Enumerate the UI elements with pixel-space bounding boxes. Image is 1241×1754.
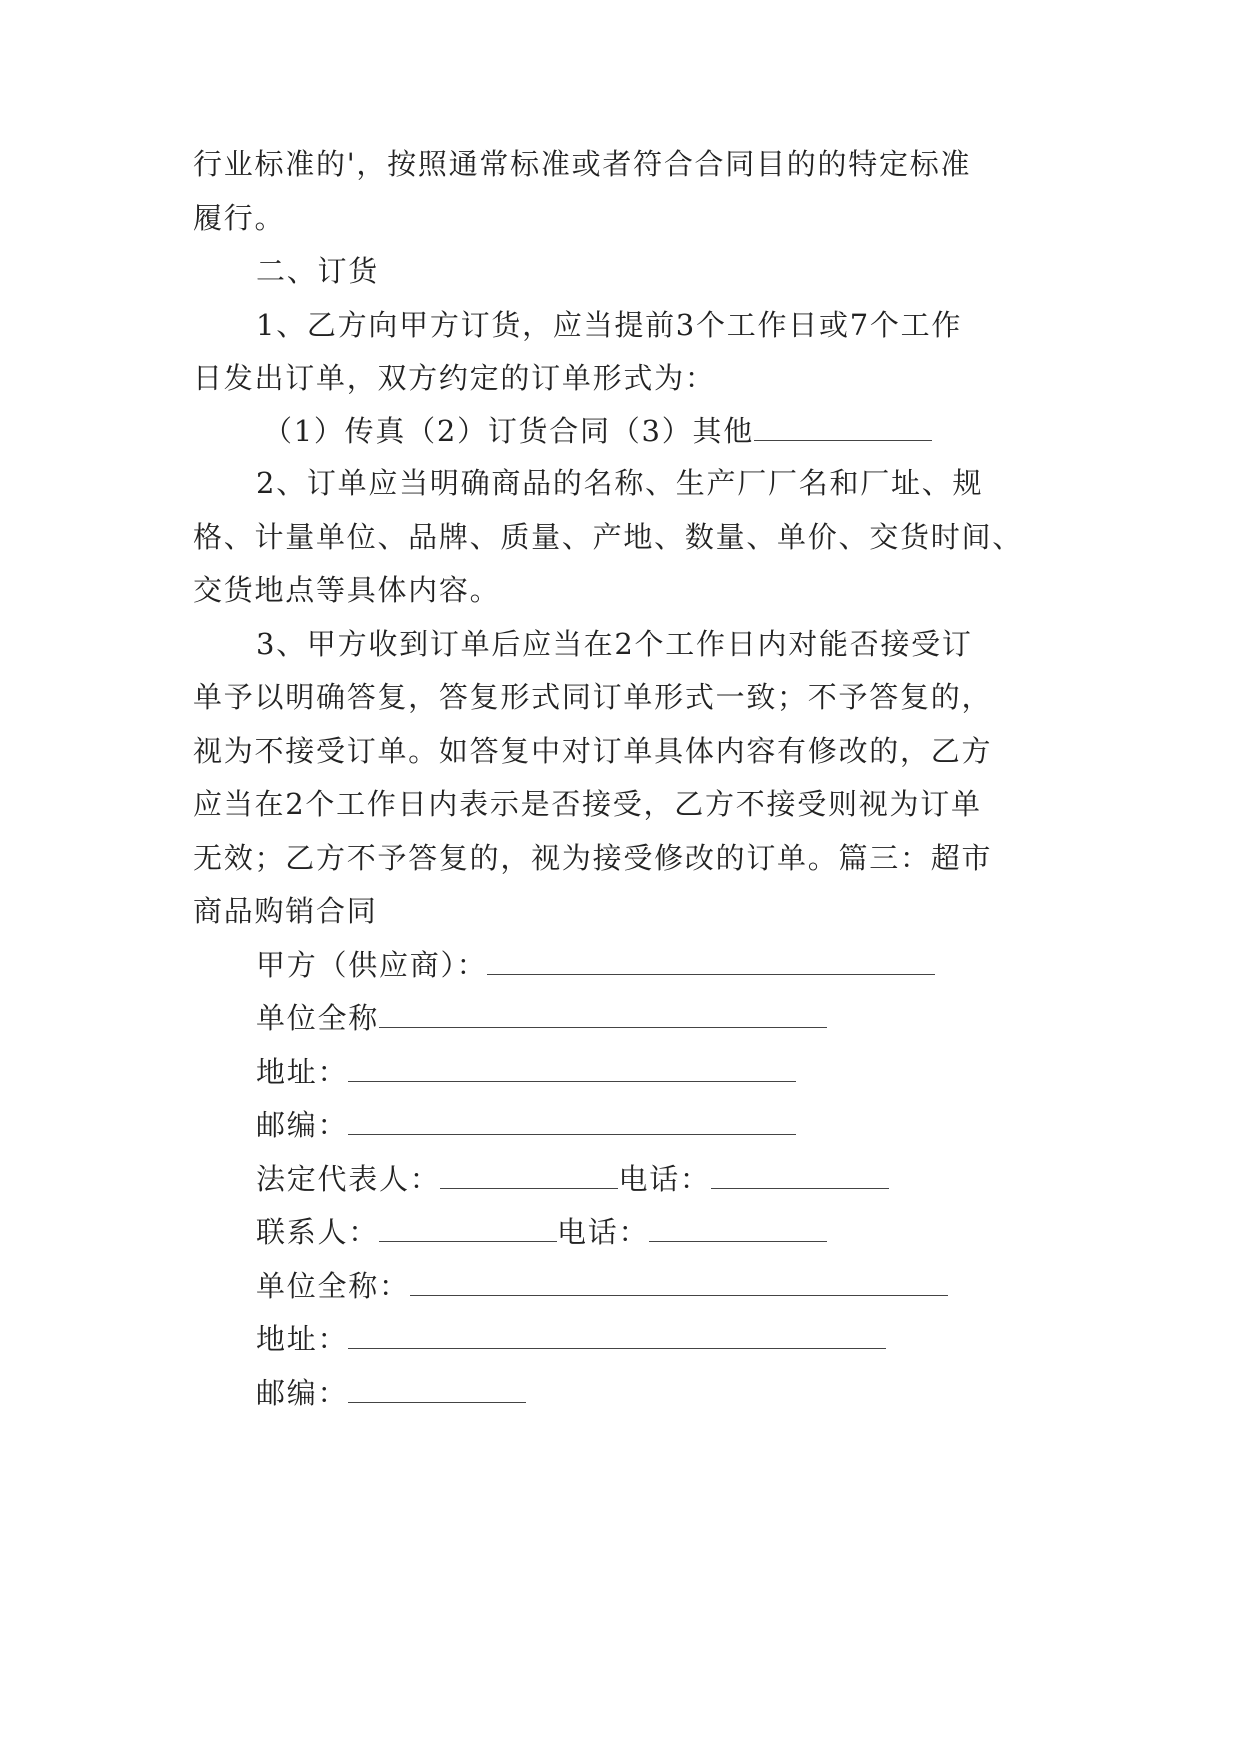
postcode2-label: 邮编： — [256, 1376, 349, 1410]
unit-name-label: 单位全称 — [256, 1001, 379, 1035]
address2-blank — [348, 1318, 886, 1349]
unit-name-blank — [379, 997, 827, 1028]
contact-label: 联系人： — [256, 1215, 379, 1249]
supplier-blank — [487, 944, 935, 975]
paragraph-line: 交货地点等具体内容。 — [193, 573, 501, 607]
phone-blank — [711, 1158, 889, 1189]
paragraph-line: 1、乙方向甲方订货，应当提前3个工作日或7个工作 — [256, 308, 963, 342]
address2-label: 地址： — [256, 1322, 349, 1356]
paragraph-line: 视为不接受订单。如答复中对订单具体内容有修改的，乙方 — [193, 734, 993, 768]
paragraph-line: 应当在2个工作日内表示是否接受，乙方不接受则视为订单 — [193, 787, 982, 821]
other-blank — [754, 410, 932, 441]
legal-rep-blank — [440, 1158, 618, 1189]
paragraph-line: 无效；乙方不予答复的，视为接受修改的订单。篇三：超市 — [193, 841, 993, 875]
paragraph-line: 2、订单应当明确商品的名称、生产厂厂名和厂址、规 — [256, 466, 984, 500]
postcode2-blank — [348, 1372, 526, 1403]
order-form-options-text: （1）传真（2）订货合同（3）其他 — [263, 414, 754, 448]
contact-row — [256, 1211, 827, 1252]
paragraph-line: 商品购销合同 — [193, 894, 378, 928]
unit-name2-blank — [410, 1265, 948, 1296]
phone-label: 电话： — [618, 1162, 711, 1196]
contact-phone-label: 电话： — [556, 1215, 650, 1249]
unit-name-row — [256, 997, 827, 1038]
legal-rep-label: 法定代表人： — [256, 1162, 441, 1196]
legal-rep-row — [256, 1158, 889, 1199]
postcode-row — [256, 1104, 796, 1145]
paragraph-line: 3、甲方收到订单后应当在2个工作日内对能否接受订 — [256, 627, 973, 661]
unit-name2-label: 单位全称： — [256, 1269, 410, 1303]
section-heading: 二、订货 — [256, 254, 379, 288]
order-form-options — [263, 410, 932, 451]
supplier-label: 甲方（供应商）： — [256, 948, 488, 982]
paragraph-line: 日发出订单，双方约定的订单形式为： — [193, 361, 716, 395]
paragraph-line: 格、计量单位、品牌、质量、产地、数量、单价、交货时间、 — [193, 520, 1023, 554]
address-blank — [348, 1051, 796, 1082]
contact-blank — [379, 1211, 557, 1242]
paragraph-line: 单予以明确答复，答复形式同订单形式一致；不予答复的， — [193, 680, 993, 714]
postcode-blank — [348, 1104, 796, 1135]
supplier-row — [256, 944, 935, 985]
unit-name2-row — [256, 1265, 948, 1306]
address-label: 地址： — [256, 1055, 349, 1089]
postcode2-row — [256, 1372, 526, 1413]
address-row — [256, 1051, 796, 1092]
postcode-label: 邮编： — [256, 1108, 349, 1142]
contact-phone-blank — [649, 1211, 827, 1242]
address2-row — [256, 1318, 886, 1359]
paragraph-line: 行业标准的'，按照通常标准或者符合合同目的的特定标准 — [193, 147, 972, 181]
paragraph-line: 履行。 — [193, 201, 286, 235]
